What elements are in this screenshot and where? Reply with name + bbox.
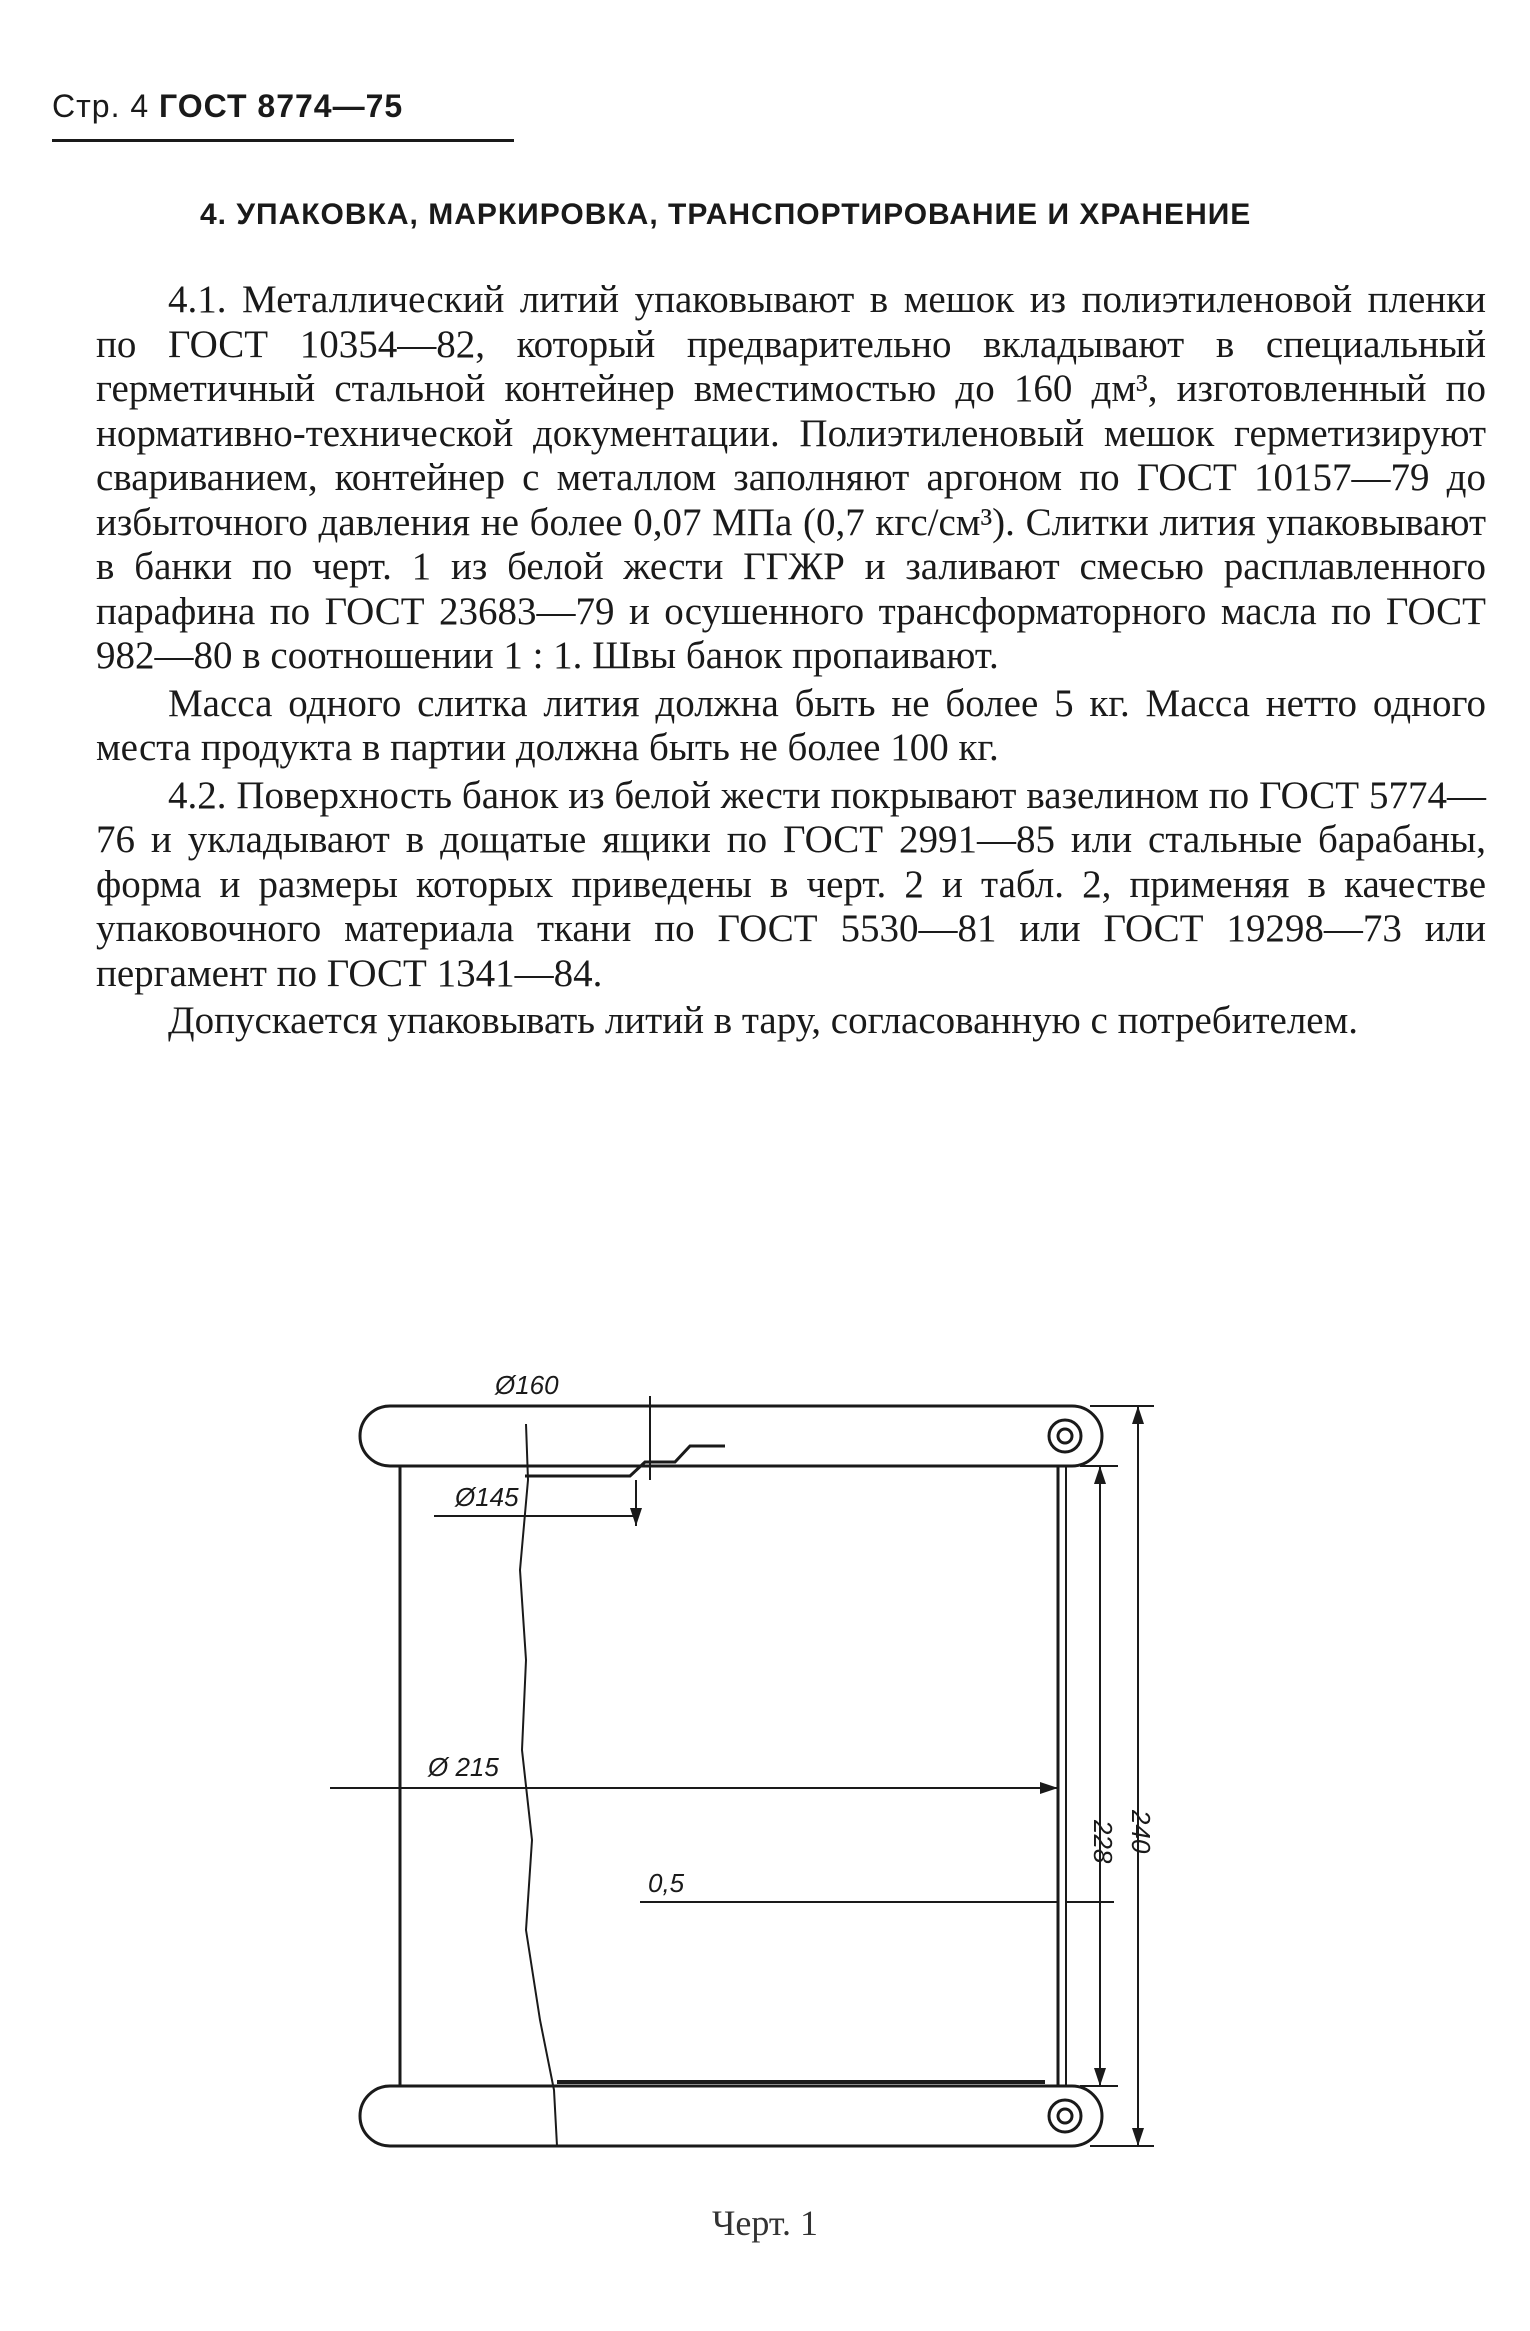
body-text bbox=[96, 278, 1486, 1047]
page-header bbox=[52, 88, 514, 142]
dim-05-label: 0,5 bbox=[648, 1868, 685, 1898]
paragraph-4-1: 4.1. Металлический литий упаковывают в мешок из полиэтиленовой пленки по ГОСТ 10354—82, который предварительно вкладывают в специальный герметичный стальной контейнер вместимостью до 160 дм³, изготовленный по нормативно-технической документации. Полиэтиленовый мешок герметизируют свариванием, контейнер с металлом заполняют аргоном по ГОСТ 10157—79 до избыточного давления не более 0,07 МПа (0,7 кгс/см³). Слитки лития упаковывают в банки по черт. 1 из белой жести ГГЖР и заливают смесью расплавленного парафина по ГОСТ 23683—79 и осушенного трансформаторного масла по ГОСТ 982—80 в соотношении 1 : 1. Швы банок пропаивают. bbox=[96, 278, 1486, 677]
top-rim bbox=[360, 1406, 1102, 1466]
dim-145-label: Ø145 bbox=[455, 1482, 519, 1512]
paragraph-allowed: Допускается упаковывать литий в тару, согласованную с потребителем. bbox=[168, 999, 1359, 1042]
standard-number: ГОСТ 8774—75 bbox=[159, 88, 404, 124]
paragraph-mass: Масса одного слитка лития должна быть не более 5 кг. Масса нетто одного места продукта в партии должна быть не более 100 кг. bbox=[96, 681, 1486, 769]
paragraph-4-2: 4.2. Поверхность банок из белой жести покрывают вазелином по ГОСТ 5774—76 и укладывают в дощатые ящики по ГОСТ 2991—85 или стальные барабаны, форма и размеры которых приведены в черт. 2 и табл. 2, применяя в качестве упаковочного материала ткани по ГОСТ 5530—81 или ГОСТ 19298—73 или пергамент по ГОСТ 1341—84. bbox=[96, 773, 1486, 995]
dim-240-label: 240 bbox=[1126, 1810, 1156, 1854]
bottom-rim bbox=[360, 2086, 1102, 2146]
can-drawing bbox=[330, 1330, 1230, 2190]
dim-228-label: 228 bbox=[1088, 1820, 1118, 1864]
section-title: 4. УПАКОВКА, МАРКИРОВКА, ТРАНСПОРТИРОВАНИЕ И ХРАНЕНИЕ bbox=[200, 198, 1252, 231]
dim-160-label: Ø160 bbox=[495, 1370, 559, 1400]
break-line bbox=[520, 1424, 557, 2146]
page-number: Стр. 4 bbox=[52, 88, 150, 124]
figure-caption: Черт. 1 bbox=[712, 2203, 818, 2243]
dim-215-label: Ø 215 bbox=[428, 1752, 499, 1782]
